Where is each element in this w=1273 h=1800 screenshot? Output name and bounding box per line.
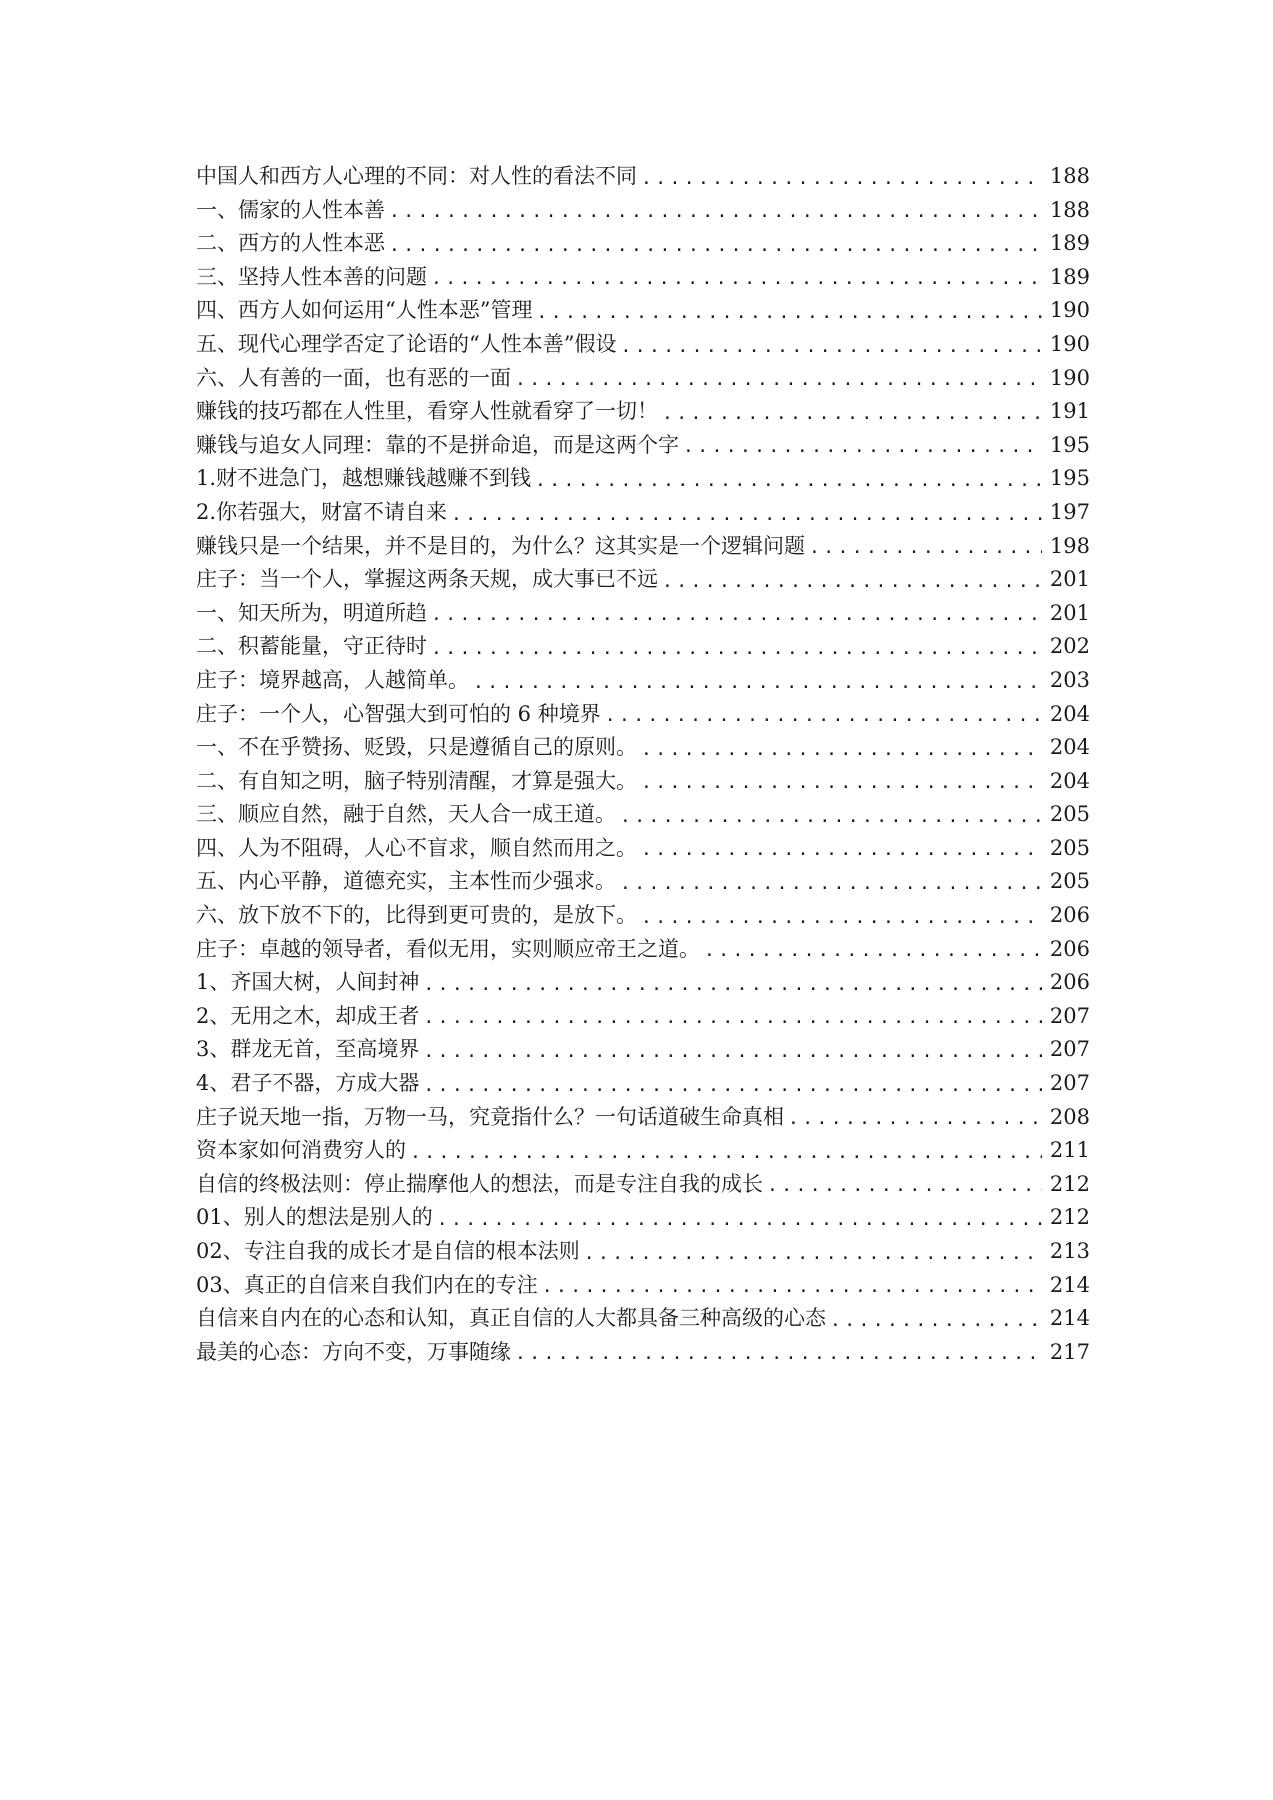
toc-leader-dots <box>423 970 1042 1000</box>
toc-leader-dots <box>662 399 1042 429</box>
toc-entry[interactable] <box>196 664 1090 698</box>
toc-leader-dots <box>410 1138 1042 1168</box>
toc-leader-dots <box>515 1339 1042 1369</box>
toc-entry[interactable] <box>196 1168 1090 1202</box>
toc-entry-title: 三、顺应自然，融于自然，天人合一成王道。 <box>196 802 616 827</box>
toc-entry-title: 三、坚持人性本善的问题 <box>196 264 427 289</box>
toc-entry-title: 一、儒家的人性本善 <box>196 197 385 222</box>
toc-entry[interactable] <box>196 328 1090 362</box>
toc-entry-page-number: 206 <box>1049 970 1090 995</box>
toc-leader-dots <box>767 1171 1042 1201</box>
toc-entry[interactable] <box>196 865 1090 899</box>
toc-entry-page-number: 203 <box>1049 667 1090 692</box>
toc-entry[interactable] <box>196 1336 1090 1370</box>
toc-entry-page-number: 188 <box>1049 164 1090 188</box>
toc-entry[interactable] <box>196 966 1090 1000</box>
toc-entry-title: 03、真正的自信来自我们内在的专注 <box>196 1272 538 1297</box>
toc-entry-page-number: 201 <box>1049 567 1090 592</box>
toc-entry[interactable] <box>196 1134 1090 1168</box>
toc-leader-dots <box>437 1205 1042 1235</box>
toc-entry-title: 02、专注自我的成长才是自信的根本法则 <box>196 1239 580 1263</box>
toc-leader-dots <box>451 500 1042 530</box>
toc-entry[interactable] <box>196 261 1090 295</box>
toc-entry-title: 五、内心平静，道德充实，主本性而少强求。 <box>196 869 616 894</box>
toc-entry[interactable] <box>196 496 1090 530</box>
toc-entry-page-number: 207 <box>1049 1003 1090 1028</box>
toc-leader-dots <box>536 298 1042 328</box>
toc-entry[interactable] <box>196 1201 1090 1235</box>
toc-entry-page-number: 197 <box>1049 499 1090 524</box>
toc-entry-title: 赚钱的技巧都在人性里，看穿人性就看穿了一切！ <box>196 399 658 424</box>
toc-entry-title: 自信的终极法则：停止揣摩他人的想法，而是专注自我的成长 <box>196 1171 763 1196</box>
toc-leader-dots <box>620 802 1042 832</box>
toc-entry[interactable] <box>196 1269 1090 1303</box>
toc-entry-title: 2、无用之木，却成王者 <box>196 1003 420 1028</box>
toc-entry[interactable] <box>196 899 1090 933</box>
toc-entry-page-number: 206 <box>1049 936 1090 961</box>
toc-entry-page-number: 204 <box>1049 735 1090 760</box>
toc-leader-dots <box>641 903 1042 933</box>
toc-leader-dots <box>641 768 1042 798</box>
toc-entry[interactable] <box>196 429 1090 463</box>
toc-entry-title: 二、西方的人性本恶 <box>196 231 385 256</box>
toc-leader-dots <box>788 1104 1042 1134</box>
toc-entry-title: 庄子说天地一指，万物一马，究竟指什么？一句话道破生命真相 <box>196 1104 784 1129</box>
toc-entry[interactable] <box>196 798 1090 832</box>
toc-entry[interactable] <box>196 1302 1090 1336</box>
toc-entry-page-number: 198 <box>1049 533 1090 558</box>
toc-entry[interactable] <box>196 1000 1090 1034</box>
toc-leader-dots <box>431 600 1042 630</box>
toc-entry-page-number: 195 <box>1049 466 1090 491</box>
toc-entry-title: 四、西方人如何运用“人性本恶”管理 <box>196 298 533 323</box>
toc-entry[interactable] <box>196 933 1090 967</box>
toc-leader-dots <box>662 567 1042 597</box>
toc-entry-page-number: 207 <box>1049 1037 1090 1062</box>
toc-leader-dots <box>584 1239 1042 1269</box>
toc-entry-page-number: 201 <box>1049 600 1090 625</box>
toc-leader-dots <box>641 735 1042 765</box>
toc-entry-title: 中国人和西方人心理的不同：对人性的看法不同 <box>196 164 637 188</box>
toc-entry-title: 庄子：境界越高，人越简单。 <box>196 667 469 692</box>
toc-entry-title: 自信来自内在的心态和认知，真正自信的人大都具备三种高级的心态 <box>196 1306 826 1331</box>
toc-entry[interactable] <box>196 563 1090 597</box>
toc-entry[interactable] <box>196 832 1090 866</box>
toc-entry-page-number: 195 <box>1049 432 1090 457</box>
toc-entry-title: 庄子：当一个人，掌握这两条天规，成大事已不远 <box>196 567 658 592</box>
toc-entry-page-number: 189 <box>1049 231 1090 256</box>
toc-entry-page-number: 189 <box>1049 264 1090 289</box>
toc-leader-dots <box>515 365 1042 395</box>
toc-entry[interactable] <box>196 362 1090 396</box>
toc-entry[interactable] <box>196 160 1090 194</box>
toc-entry-title: 01、别人的想法是别人的 <box>196 1205 433 1230</box>
toc-entry-page-number: 213 <box>1049 1239 1090 1263</box>
toc-entry-page-number: 211 <box>1049 1138 1090 1163</box>
toc-leader-dots <box>641 835 1042 865</box>
toc-entry[interactable] <box>196 1033 1090 1067</box>
toc-leader-dots <box>620 869 1042 899</box>
toc-entry-title: 赚钱与追女人同理：靠的不是拼命追，而是这两个字 <box>196 432 679 457</box>
toc-entry-title: 庄子：卓越的领导者，看似无用，实则顺应帝王之道。 <box>196 936 700 961</box>
toc-leader-dots <box>431 634 1042 664</box>
toc-entry-page-number: 191 <box>1049 399 1090 424</box>
toc-entry[interactable] <box>196 1235 1090 1269</box>
toc-leader-dots <box>431 264 1042 294</box>
toc-entry-page-number: 204 <box>1049 768 1090 793</box>
toc-entry[interactable] <box>196 765 1090 799</box>
toc-entry-title: 五、现代心理学否定了论语的“人性本善”假设 <box>196 331 617 356</box>
toc-entry-page-number: 190 <box>1049 331 1090 356</box>
toc-leader-dots <box>641 164 1042 194</box>
toc-entry-page-number: 212 <box>1049 1171 1090 1196</box>
toc-entry-title: 六、人有善的一面，也有恶的一面 <box>196 365 511 390</box>
toc-entry-page-number: 188 <box>1049 197 1090 222</box>
toc-entry-page-number: 190 <box>1049 365 1090 390</box>
toc-entry-title: 赚钱只是一个结果，并不是目的，为什么？这其实是一个逻辑问题 <box>196 533 805 558</box>
toc-leader-dots <box>423 1037 1042 1067</box>
toc-leader-dots <box>535 466 1042 496</box>
toc-entry-title: 最美的心态：方向不变，万事随缘 <box>196 1339 511 1364</box>
toc-leader-dots <box>423 1003 1042 1033</box>
toc-entry-title: 1、齐国大树，人间封神 <box>196 970 420 995</box>
toc-entry-title: 4、君子不器，方成大器 <box>196 1071 420 1096</box>
toc-entry-title: 一、不在乎赞扬、贬毁，只是遵循自己的原则。 <box>196 735 637 760</box>
toc-entry-title: 资本家如何消费穷人的 <box>196 1138 406 1163</box>
toc-leader-dots <box>605 701 1042 731</box>
toc-leader-dots <box>473 668 1042 698</box>
toc-entry[interactable] <box>196 597 1090 631</box>
toc-entry-page-number: 217 <box>1049 1339 1090 1364</box>
toc-entry-page-number: 214 <box>1049 1272 1090 1297</box>
toc-entry[interactable] <box>196 630 1090 664</box>
toc-entry[interactable] <box>196 530 1090 564</box>
toc-entry-title: 庄子：一个人，心智强大到可怕的 6 种境界 <box>196 701 601 726</box>
toc-entry-page-number: 205 <box>1049 835 1090 860</box>
toc-entry-page-number: 190 <box>1049 298 1090 323</box>
toc-entry-title: 四、人为不阻碍，人心不盲求，顺自然而用之。 <box>196 835 637 860</box>
toc-entry[interactable] <box>196 395 1090 429</box>
toc-leader-dots <box>683 432 1042 462</box>
toc-entry-title: 六、放下放不下的，比得到更可贵的，是放下。 <box>196 903 637 928</box>
toc-entry[interactable] <box>196 462 1090 496</box>
toc-entry[interactable] <box>196 294 1090 328</box>
toc-leader-dots <box>809 533 1042 563</box>
toc-entry-page-number: 205 <box>1049 869 1090 894</box>
toc-entry-page-number: 202 <box>1049 634 1090 659</box>
toc-entry[interactable] <box>196 194 1090 228</box>
toc-leader-dots <box>389 231 1042 261</box>
toc-entry-page-number: 204 <box>1049 701 1090 726</box>
toc-leader-dots <box>704 936 1042 966</box>
toc-entry[interactable] <box>196 1067 1090 1101</box>
toc-entry-title: 二、积蓄能量，守正待时 <box>196 634 427 659</box>
toc-entry-page-number: 208 <box>1049 1104 1090 1129</box>
toc-entry-title: 2.你若强大，财富不请自来 <box>196 499 448 524</box>
toc-entry[interactable] <box>196 1101 1090 1135</box>
table-of-contents <box>196 160 1090 1369</box>
toc-entry-page-number: 207 <box>1049 1071 1090 1096</box>
toc-leader-dots <box>423 1071 1042 1101</box>
toc-entry-page-number: 206 <box>1049 903 1090 928</box>
toc-entry[interactable] <box>196 698 1090 732</box>
toc-entry[interactable] <box>196 227 1090 261</box>
toc-leader-dots <box>389 197 1042 227</box>
toc-leader-dots <box>620 332 1042 362</box>
toc-entry-title: 二、有自知之明，脑子特别清醒，才算是强大。 <box>196 768 637 793</box>
toc-entry-title: 一、知天所为，明道所趋 <box>196 600 427 625</box>
toc-leader-dots <box>830 1306 1042 1336</box>
toc-entry-page-number: 205 <box>1049 802 1090 827</box>
toc-entry[interactable] <box>196 731 1090 765</box>
toc-entry-page-number: 214 <box>1049 1306 1090 1331</box>
toc-entry-page-number: 212 <box>1049 1205 1090 1230</box>
toc-entry-title: 1.财不进急门，越想赚钱越赚不到钱 <box>196 466 532 491</box>
toc-leader-dots <box>542 1272 1042 1302</box>
toc-entry-title: 3、群龙无首，至高境界 <box>196 1037 420 1062</box>
